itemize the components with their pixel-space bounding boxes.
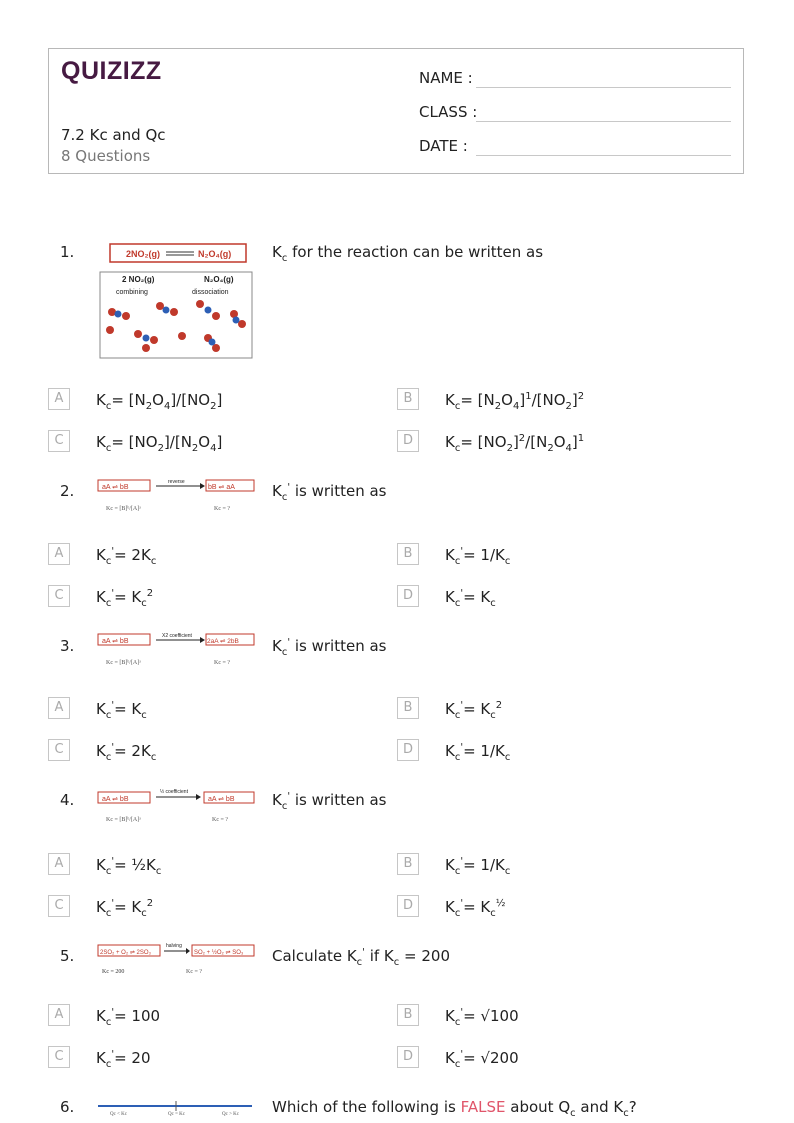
question-stem: $K_c'$ is written as [272,482,387,503]
worksheet-header [48,48,744,174]
svg-text:Kc = ?: Kc = ? [214,506,231,512]
reaction-image [96,1098,256,1118]
image-label: bB ⇌ aA [208,484,235,491]
image-label: 2aA ⇌ 2bB [207,638,239,645]
question-number: 3. [60,637,75,655]
image-label: 2SO₂ + O₂ ⇌ 2SO₃ [100,950,151,956]
option-b-badge[interactable]: B [397,853,419,875]
quizizz-logo: QUIZIZZ [61,57,162,85]
option-a-text[interactable]: $K_c'=$ $\frac{1}{2}K_c$ [96,856,162,877]
image-label: N₂O₄(g) [198,249,232,259]
image-label: Kc = 200 [102,969,125,975]
option-c-text[interactable]: $K_c'= 2K_c$ [96,742,157,763]
image-label: reverse [168,479,185,485]
image-label: aA ⇌ bB [102,638,129,645]
svg-text:Kc = [B]ᵇ/[A]ᵃ: Kc = [B]ᵇ/[A]ᵃ [106,660,141,666]
image-label: 2 NO₂(g) [122,275,155,284]
date-label: DATE : [419,137,468,155]
date-line [476,155,731,156]
option-c-badge[interactable]: C [48,895,70,917]
option-d-text[interactable]: $K_c'= √200$ [445,1049,519,1070]
image-label: X2 coefficient [162,633,192,639]
image-label: combining [116,289,148,296]
option-a-badge[interactable]: A [48,697,70,719]
question-number: 4. [60,791,75,809]
option-a-badge[interactable]: A [48,388,70,410]
question-number: 6. [60,1098,75,1116]
class-field[interactable] [419,103,477,121]
option-d-text[interactable]: $K_c'= 1/K_c$ [445,742,511,763]
option-c-badge[interactable]: C [48,739,70,761]
svg-text:Kc = [B]ᵇ/[A]ᵃ: Kc = [B]ᵇ/[A]ᵃ [106,817,141,823]
option-b-badge[interactable]: B [397,697,419,719]
image-label: SO₂ + ½O₂ ⇌ SO₃ [194,950,244,956]
image-label: aA ⇌ bB [102,796,129,803]
option-c-text[interactable]: $K_c'= 20$ [96,1049,151,1070]
option-c-text[interactable]: $K_c= [NO_2]/[N_2O_4]$ [96,433,223,454]
svg-text:Kc = [B]ᵇ/[A]ᵃ: Kc = [B]ᵇ/[A]ᵃ [106,506,141,512]
option-c-badge[interactable]: C [48,1046,70,1068]
svg-text:Qc = Kc: Qc = Kc [168,1112,185,1117]
option-a-badge[interactable]: A [48,1004,70,1026]
option-d-text[interactable]: $K_c'= K_c$ [445,588,496,609]
image-label: N₂O₄(g) [204,275,234,284]
svg-text:Qc > Kc: Qc > Kc [222,1112,239,1117]
option-b-text[interactable]: $K_c= [N_2O_4]^1/[NO_2]^2$ [445,391,585,412]
false-highlight: FALSE [460,1098,506,1116]
question-number: 2. [60,482,75,500]
option-b-text[interactable]: $K_c'= K_c^2$ [445,700,503,721]
question-number: 1. [60,243,75,261]
option-d-badge[interactable]: D [397,895,419,917]
option-d-badge[interactable]: D [397,585,419,607]
option-b-badge[interactable]: B [397,543,419,565]
option-c-text[interactable]: $K_c'= K_c^2$ [96,588,154,609]
option-b-badge[interactable]: B [397,1004,419,1026]
option-a-text[interactable]: $K_c= [N_2O_4]/[NO_2]$ [96,391,223,412]
svg-text:Qc < Kc: Qc < Kc [110,1112,127,1117]
name-label: NAME : [419,69,473,87]
question-stem: $K_c$ for the reaction can be written as [272,243,544,264]
image-label: ½ coefficient [160,789,188,795]
option-d-text[interactable]: $K_c'= K_c^{\frac{1}{2}}$ [445,898,506,919]
reaction-image [96,632,256,676]
option-b-text[interactable]: $K_c'= 1/K_c$ [445,856,511,877]
option-c-text[interactable]: $K_c'= K_c^2$ [96,898,154,919]
svg-text:Kc = ?: Kc = ? [212,817,229,823]
option-b-badge[interactable]: B [397,388,419,410]
option-d-badge[interactable]: D [397,739,419,761]
name-line [476,87,731,88]
option-a-text[interactable]: $K_c'= 2K_c$ [96,546,157,567]
question-number: 5. [60,947,75,965]
reaction-image [96,942,256,982]
name-field[interactable] [419,69,473,87]
reaction-image [96,478,256,522]
question-stem: $K_c'$ is written as [272,791,387,812]
option-a-text[interactable]: $K_c'= 100$ [96,1007,161,1028]
question-stem: Which of the following is FALSE about $Q_c$ and $K_c$? [272,1098,637,1119]
option-b-text[interactable]: $K_c'= √100$ [445,1007,519,1028]
worksheet-title: 7.2 Kc and Qc [61,126,166,144]
option-d-badge[interactable]: D [397,430,419,452]
image-label: dissociation [192,289,229,296]
option-a-text[interactable]: $K_c'= K_c$ [96,700,147,721]
option-c-badge[interactable]: C [48,585,70,607]
image-label: 2NO₂(g) [126,249,160,259]
option-d-badge[interactable]: D [397,1046,419,1068]
reaction-image [96,787,256,831]
class-line [476,121,731,122]
image-label: aA ⇌ bB [102,484,129,491]
svg-text:Kc = ?: Kc = ? [214,660,231,666]
svg-text:Kc = ?: Kc = ? [186,969,203,975]
question-stem: $K_c'$ is written as [272,637,387,658]
image-label: aA ⇌ bB [208,796,235,803]
option-b-text[interactable]: $K_c'= 1/K_c$ [445,546,511,567]
reaction-image [96,242,256,362]
date-field[interactable] [419,137,468,155]
question-stem: Calculate $K_c'$ if $K_c = 200$ [272,947,451,968]
question-count: 8 Questions [61,147,151,165]
class-label: CLASS : [419,103,478,121]
option-a-badge[interactable]: A [48,853,70,875]
option-d-text[interactable]: $K_c= [NO_2]^2/[N_2O_4]^1$ [445,433,585,454]
image-label: halving [166,943,182,949]
option-a-badge[interactable]: A [48,543,70,565]
option-c-badge[interactable]: C [48,430,70,452]
